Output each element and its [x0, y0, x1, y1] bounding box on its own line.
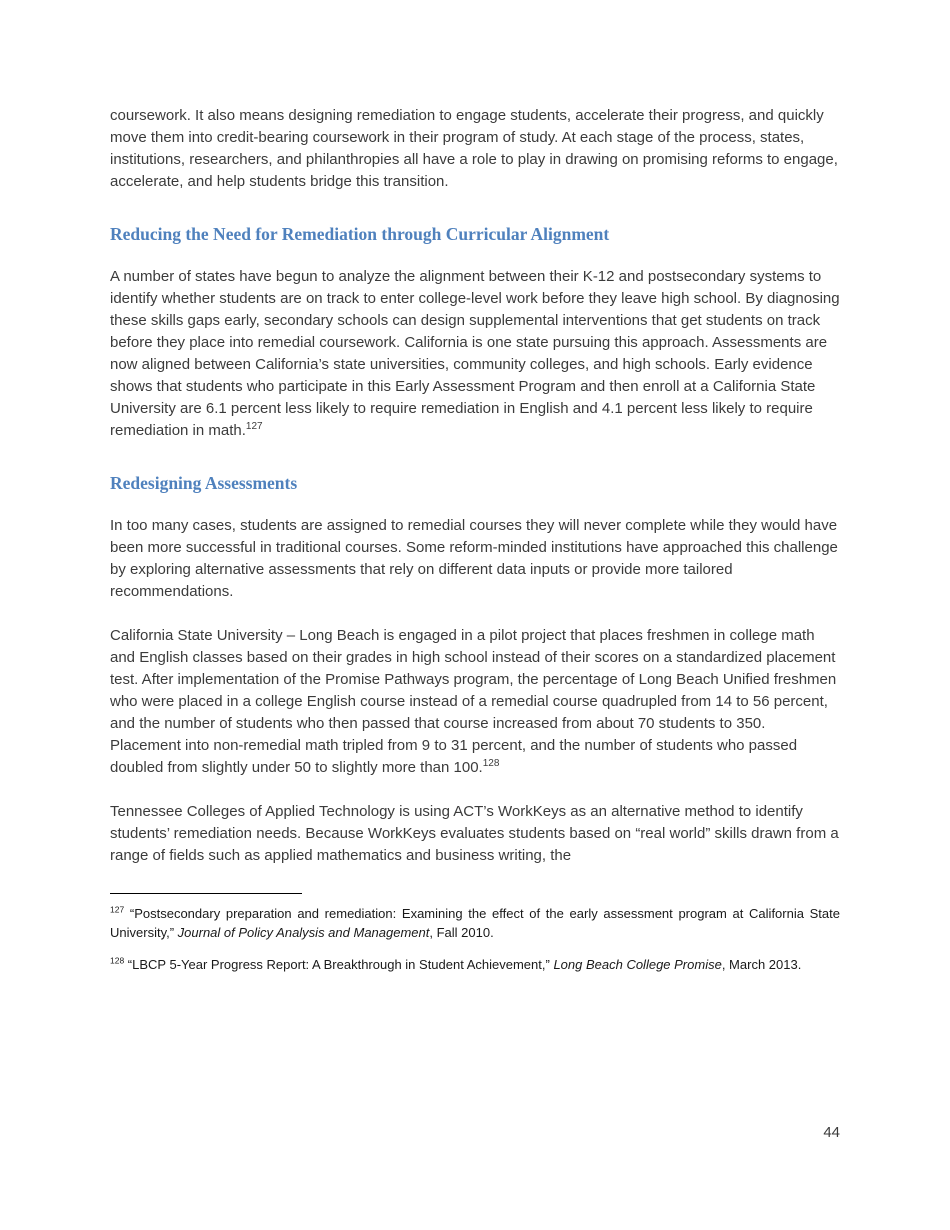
- footnote-127-number: 127: [110, 904, 125, 915]
- paragraph-long-beach: [110, 625, 840, 779]
- paragraph-curricular-alignment-text: A number of states have begun to analyze the alignment between their K-12 and postsecondary systems to identify whether students are on track to enter college-level work before they leave high school. By diagnosing these skills gaps early, secondary schools can design supplemental interventions that get students on track before they place into remedial coursework. California is one state pursuing this approach. Assessments are now aligned between California’s state universities, community colleges, and high schools. Early evidence shows that students who participate in this Early Assessment Program and then enroll at a California State University are 6.1 percent less likely to require remediation in English and 4.1 percent less likely to require remediation in math.: [110, 268, 840, 439]
- paragraph-intro: coursework. It also means designing remediation to engage students, accelerate their progress, and quickly move them into credit-bearing coursework in their program of study. At each stage of the process, states, institutions, researchers, and philanthropies all have a role to play in drawing on promising reforms to engage, accelerate, and help students bridge this transition.: [110, 107, 838, 190]
- footnote-128-number: 128: [110, 955, 125, 966]
- section-heading-redesigning-assessments: Redesigning Assessments: [110, 473, 298, 493]
- footnote-128-text: “LBCP 5-Year Progress Report: A Breakthrough in Student Achievement,”: [124, 957, 554, 972]
- paragraph-tennessee: Tennessee Colleges of Applied Technology is using ACT’s WorkKeys as an alternative method to identify students’ remediation needs. Because WorkKeys evaluates students based on “real world” skills drawn from a range of fields such as applied mathematics and business writing, the: [110, 803, 839, 864]
- footnote-128: [110, 955, 840, 974]
- footnote-separator: [110, 893, 302, 894]
- footnote-reference-127: 127: [245, 421, 263, 432]
- footnote-reference-128: 128: [482, 758, 500, 769]
- section-heading-curricular-alignment: Reducing the Need for Remediation through Curricular Alignment: [110, 224, 610, 244]
- footnote-127-journal-title: Journal of Policy Analysis and Management: [177, 925, 430, 940]
- footnote-127-date: , Fall 2010.: [429, 925, 494, 940]
- footnote-128-source-title: Long Beach College Promise: [553, 957, 722, 972]
- paragraph-long-beach-text: California State University – Long Beach is engaged in a pilot project that places freshmen in college math and English classes based on their grades in high school instead of their scores on a standardized placement test. After implementation of the Promise Pathways program, the percentage of Long Beach Unified freshmen who were placed in a college English course instead of a remedial course quadrupled from 14 to 56 percent, and the number of students who then passed that course increased from about 70 students to 350. Placement into non-remedial math tripled from 9 to 31 percent, and the number of students who passed doubled from slightly under 50 to slightly more than 100.: [110, 627, 837, 776]
- footnote-127-text: “Postsecondary preparation and remediation: Examining the effect of the early assessment program at California State University,”: [110, 906, 840, 940]
- footnote-128-date: , March 2013.: [721, 957, 802, 972]
- footnote-127: [110, 904, 840, 942]
- page-number: 44: [823, 1124, 840, 1141]
- paragraph-curricular-alignment: [110, 266, 840, 442]
- paragraph-assessments-intro: In too many cases, students are assigned to remedial courses they will never complete while they would have been more successful in traditional courses. Some reform-minded institutions have approached this challenge by exploring alternative assessments that rely on different data inputs or provide more tailored recommendations.: [110, 517, 838, 600]
